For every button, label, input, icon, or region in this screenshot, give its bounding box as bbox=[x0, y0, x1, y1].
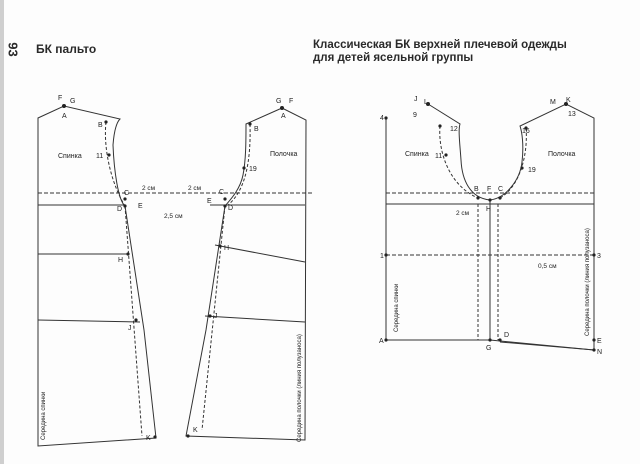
left-title: БК пальто bbox=[36, 42, 97, 56]
lb-label-C: C bbox=[124, 190, 130, 197]
r-label-12: 12 bbox=[450, 126, 458, 133]
lb-measure-2cm: 2 см bbox=[142, 185, 156, 192]
left-front-hip-line bbox=[205, 316, 305, 322]
r-label-11: 11 bbox=[435, 153, 443, 160]
right-back-armhole-alt bbox=[440, 126, 478, 198]
pattern-points bbox=[62, 102, 596, 439]
r-label-L: L bbox=[424, 99, 428, 106]
r-label-M: M bbox=[550, 99, 556, 106]
r-label-N: N bbox=[597, 349, 603, 356]
r-label-C: C bbox=[498, 186, 504, 193]
r-front-center-label: Середина полочки (линия полузаноса) bbox=[585, 228, 591, 336]
lb-label-H: H bbox=[118, 257, 124, 264]
r-label-G: G bbox=[486, 345, 492, 352]
r-label-K: K bbox=[566, 97, 571, 104]
r-back-name: Спинка bbox=[405, 151, 429, 158]
lb-measure-25cm: 2,5 см bbox=[164, 213, 183, 220]
lb-label-E: E bbox=[138, 203, 143, 210]
lf-label-B: B bbox=[254, 126, 259, 133]
left-back-hip-line bbox=[38, 320, 140, 322]
lb-label-A: A bbox=[62, 113, 67, 120]
right-pattern-piece bbox=[386, 104, 594, 350]
r-label-F: F bbox=[487, 186, 492, 193]
lf-measure-2cm: 2 см bbox=[188, 185, 202, 192]
r-measure-2cm: 2 см bbox=[456, 210, 470, 217]
lb-label-K: K bbox=[146, 435, 151, 442]
r-label-19: 19 bbox=[528, 167, 536, 174]
r-label-E: E bbox=[597, 338, 602, 345]
lb-label-D: D bbox=[117, 206, 123, 213]
right-hem-slope bbox=[490, 340, 594, 350]
lf-label-J: J bbox=[214, 313, 218, 320]
right-title-line1: Классическая БК верхней плечевой одежды bbox=[313, 39, 567, 51]
r-label-9: 9 bbox=[413, 112, 417, 119]
lf-front-name: Полочка bbox=[270, 151, 298, 158]
lf-label-D: D bbox=[228, 205, 234, 212]
lf-label-19: 19 bbox=[249, 166, 257, 173]
lf-label-F: F bbox=[289, 98, 294, 105]
r-label-D: D bbox=[504, 332, 510, 339]
r-label-B: B bbox=[474, 186, 479, 193]
right-back-outline bbox=[386, 104, 490, 340]
r-label-13: 13 bbox=[568, 111, 576, 118]
lf-label-G: G bbox=[276, 98, 282, 105]
r-label-H: H bbox=[486, 206, 492, 213]
r-measure-05cm: 0,5 см bbox=[538, 263, 557, 270]
r-label-A: A bbox=[379, 338, 384, 345]
r-label-3: 3 bbox=[597, 253, 601, 260]
lb-center-label: Середина спинки bbox=[41, 391, 47, 440]
page-number: 93 bbox=[5, 42, 21, 57]
page-edge bbox=[0, 0, 4, 464]
lb-label-B: B bbox=[98, 122, 103, 129]
right-front-outline bbox=[490, 104, 594, 350]
lf-center-label: Середина полочки (линия полузаноса) bbox=[297, 334, 303, 442]
r-back-center-label: Середина спинки bbox=[394, 283, 400, 332]
left-back-side-dashed bbox=[125, 206, 142, 436]
r-label-J: J bbox=[414, 96, 418, 103]
lb-back-name: Спинка bbox=[58, 153, 82, 160]
lb-label-J: J bbox=[128, 325, 132, 332]
lf-label-K: K bbox=[193, 427, 198, 434]
right-title-line2: для детей ясельной группы bbox=[313, 52, 474, 64]
r-label-4: 4 bbox=[380, 115, 384, 122]
r-front-name: Полочка bbox=[548, 151, 576, 158]
lb-label-11: 11 bbox=[96, 153, 104, 160]
r-label-16: 16 bbox=[522, 128, 530, 135]
r-label-1: 1 bbox=[380, 253, 384, 260]
lf-label-C: C bbox=[219, 189, 225, 196]
lb-label-F: F bbox=[58, 95, 63, 102]
lf-label-E: E bbox=[207, 198, 212, 205]
lf-label-H: H bbox=[224, 245, 230, 252]
lb-label-G: G bbox=[70, 98, 76, 105]
lf-label-A: A bbox=[281, 113, 286, 120]
